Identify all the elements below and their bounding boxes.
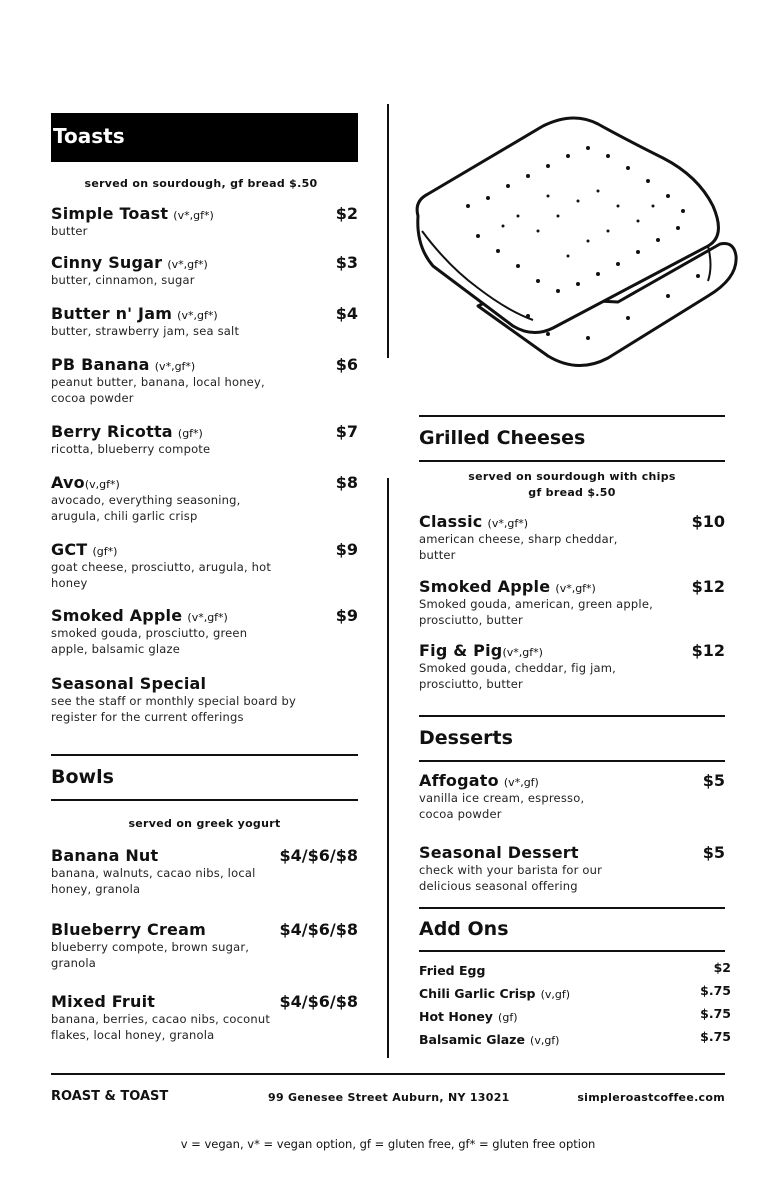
item-price: $3 bbox=[335, 253, 358, 272]
item-name: Smoked Apple bbox=[51, 606, 183, 625]
item-tag: (v*,gf*) bbox=[502, 646, 543, 659]
grilled-note: served on sourdough with chips bbox=[468, 470, 676, 483]
item-price: $7 bbox=[335, 422, 358, 441]
addon-row bbox=[419, 1006, 731, 1024]
bowl-item bbox=[51, 846, 358, 897]
bowl-item bbox=[51, 992, 358, 1043]
item-price: $4/$6/$8 bbox=[279, 920, 358, 939]
bowls-note: served on greek yogurt bbox=[128, 817, 281, 830]
item-tag: (gf*) bbox=[177, 427, 203, 440]
item-desc: check with your barista for our delicious seasonal offering bbox=[419, 863, 603, 893]
item-name: Butter n' Jam bbox=[51, 304, 173, 323]
toast-item bbox=[51, 540, 358, 591]
item-desc: goat cheese, prosciutto, arugula, hot honey bbox=[51, 560, 272, 590]
item-tag: (v*,gf*) bbox=[487, 517, 528, 530]
item-name: Banana Nut bbox=[51, 846, 159, 865]
item-name: Avo bbox=[51, 473, 85, 492]
addon-name: Hot Honey bbox=[419, 1009, 493, 1024]
item-name: Cinny Sugar bbox=[51, 253, 163, 272]
item-tag: (v*,gf) bbox=[503, 776, 539, 789]
column-divider bbox=[387, 478, 389, 1058]
addons-title: Add Ons bbox=[419, 918, 509, 940]
toast-item bbox=[51, 204, 358, 239]
item-name: Blueberry Cream bbox=[51, 920, 206, 939]
column-divider bbox=[387, 104, 389, 358]
item-name: Berry Ricotta bbox=[51, 422, 173, 441]
item-name: PB Banana bbox=[51, 355, 150, 374]
addon-price: $.75 bbox=[700, 1029, 731, 1044]
item-tag: (v*,gf*) bbox=[173, 209, 214, 222]
item-desc: banana, walnuts, cacao nibs, local honey, granola bbox=[51, 866, 256, 896]
grilled-title: Grilled Cheeses bbox=[419, 427, 586, 449]
item-tag: (v*,gf*) bbox=[154, 360, 196, 373]
item-name: Simple Toast bbox=[51, 204, 169, 223]
item-name: GCT bbox=[51, 540, 88, 559]
dessert-item bbox=[419, 771, 725, 822]
addon-name: Fried Egg bbox=[419, 963, 486, 978]
divider bbox=[419, 415, 725, 417]
item-price: $5 bbox=[702, 843, 725, 862]
bowls-title: Bowls bbox=[51, 766, 114, 788]
item-price: $10 bbox=[691, 512, 725, 531]
divider bbox=[51, 754, 358, 756]
item-tag: (v*,gf*) bbox=[187, 611, 228, 624]
toast-bread-icon bbox=[408, 106, 744, 390]
item-name: Mixed Fruit bbox=[51, 992, 156, 1011]
grilled-item bbox=[419, 641, 725, 692]
item-name: Smoked Apple bbox=[419, 577, 551, 596]
grilled-item bbox=[419, 577, 725, 628]
addon-name: Balsamic Glaze bbox=[419, 1032, 525, 1047]
addon-tag: (gf) bbox=[498, 1011, 518, 1024]
addon-price: $.75 bbox=[700, 1006, 731, 1021]
toast-item bbox=[51, 253, 358, 288]
toasts-title: Toasts bbox=[53, 124, 125, 148]
toasts-note: served on sourdough, gf bread $.50 bbox=[84, 177, 318, 190]
item-desc: peanut butter, banana, local honey, cocoa powder bbox=[51, 375, 265, 405]
item-tag: (gf*) bbox=[92, 545, 118, 558]
addon-price: $.75 bbox=[700, 983, 731, 998]
item-desc: american cheese, sharp cheddar, butter bbox=[419, 532, 618, 562]
toast-item bbox=[51, 422, 358, 457]
addon-row bbox=[419, 983, 731, 1001]
item-desc: butter, strawberry jam, sea salt bbox=[51, 324, 240, 338]
item-desc: butter bbox=[51, 224, 88, 238]
item-desc: banana, berries, cacao nibs, coconut flakes, local honey, granola bbox=[51, 1012, 271, 1042]
item-tag: (v,gf*) bbox=[84, 478, 120, 491]
footer-legend: v = vegan, v* = vegan option, gf = gluten free, gf* = gluten free option bbox=[180, 1137, 596, 1151]
item-price: $12 bbox=[691, 641, 725, 660]
item-price: $9 bbox=[335, 606, 358, 625]
item-price: $12 bbox=[691, 577, 725, 596]
item-desc: avocado, everything seasoning, arugula, chili garlic crisp bbox=[51, 493, 241, 523]
toast-item bbox=[51, 606, 358, 657]
item-name: Affogato bbox=[419, 771, 499, 790]
bowl-item bbox=[51, 920, 358, 971]
desserts-title: Desserts bbox=[419, 727, 513, 749]
addon-row bbox=[419, 960, 731, 978]
item-name: Seasonal Special bbox=[51, 674, 207, 693]
item-desc: vanilla ice cream, espresso, cocoa powder bbox=[419, 791, 585, 821]
divider bbox=[419, 715, 725, 717]
addon-price: $2 bbox=[713, 960, 731, 975]
dessert-item bbox=[419, 843, 725, 894]
addon-tag: (v,gf) bbox=[540, 988, 571, 1001]
item-price: $5 bbox=[702, 771, 725, 790]
divider bbox=[419, 760, 725, 762]
footer-divider bbox=[51, 1073, 725, 1075]
item-price: $4 bbox=[335, 304, 358, 323]
item-desc: ricotta, blueberry compote bbox=[51, 442, 211, 456]
footer-brand: ROAST & TOAST bbox=[51, 1089, 169, 1104]
grilled-item bbox=[419, 512, 725, 563]
addon-name: Chili Garlic Crisp bbox=[419, 986, 536, 1001]
item-desc: butter, cinnamon, sugar bbox=[51, 273, 195, 287]
toast-item bbox=[51, 355, 358, 406]
item-price: $2 bbox=[335, 204, 358, 223]
toast-item bbox=[51, 304, 358, 339]
item-name: Classic bbox=[419, 512, 483, 531]
item-price: $6 bbox=[335, 355, 358, 374]
toast-item bbox=[51, 473, 358, 524]
divider bbox=[51, 799, 358, 801]
item-name: Seasonal Dessert bbox=[419, 843, 579, 862]
item-desc: Smoked gouda, cheddar, fig jam, prosciutto, butter bbox=[419, 661, 616, 691]
divider bbox=[419, 950, 725, 952]
item-tag: (v*,gf*) bbox=[555, 582, 596, 595]
addon-row bbox=[419, 1029, 731, 1047]
item-desc: Smoked gouda, american, green apple, prosciutto, butter bbox=[419, 597, 653, 627]
item-desc: see the staff or monthly special board by register for the current offerings bbox=[51, 694, 296, 724]
item-tag: (v*,gf*) bbox=[167, 258, 208, 271]
grilled-note: gf bread $.50 bbox=[528, 486, 616, 499]
item-desc: blueberry compote, brown sugar, granola bbox=[51, 940, 250, 970]
addon-tag: (v,gf) bbox=[530, 1034, 560, 1047]
toast-item bbox=[51, 674, 358, 725]
item-name: Fig & Pig bbox=[419, 641, 503, 660]
item-price: $4/$6/$8 bbox=[279, 992, 358, 1011]
item-price: $8 bbox=[335, 473, 358, 492]
item-tag: (v*,gf*) bbox=[177, 309, 218, 322]
footer-website[interactable]: simpleroastcoffee.com bbox=[577, 1091, 725, 1104]
divider bbox=[419, 460, 725, 462]
item-price: $4/$6/$8 bbox=[279, 846, 358, 865]
item-desc: smoked gouda, prosciutto, green apple, balsamic glaze bbox=[51, 626, 248, 656]
item-price: $9 bbox=[335, 540, 358, 559]
divider bbox=[419, 907, 725, 909]
footer-address: 99 Genesee Street Auburn, NY 13021 bbox=[268, 1091, 510, 1104]
